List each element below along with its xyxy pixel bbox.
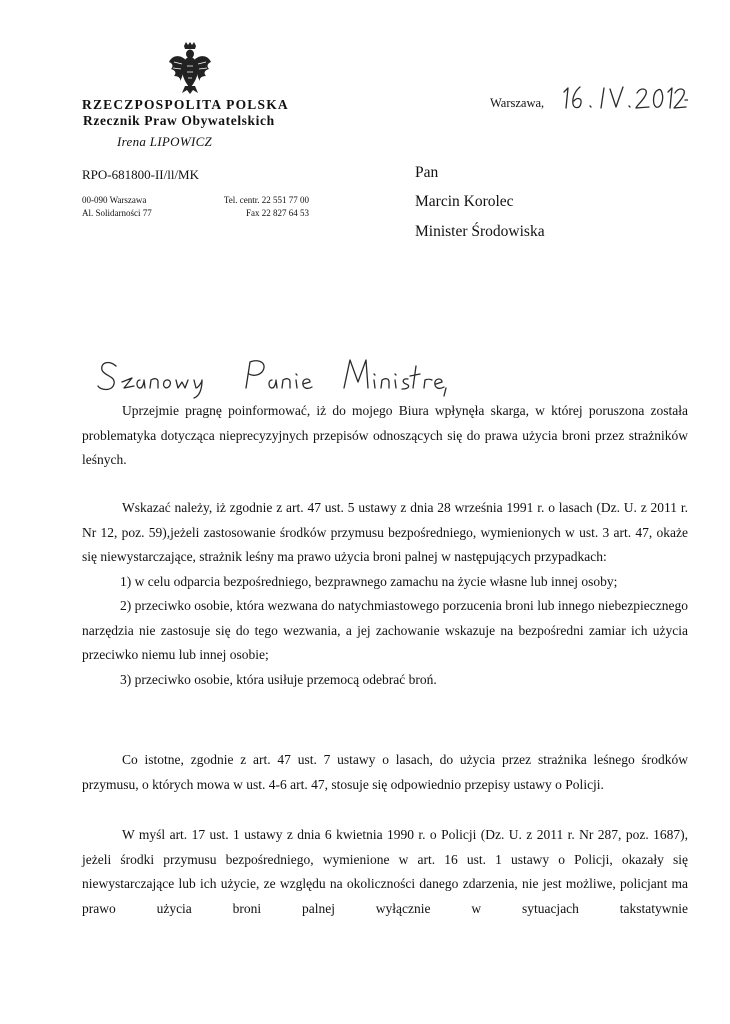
recipient-title: Pan (415, 164, 439, 181)
case-reference: RPO-681800-II/ll/MK (82, 167, 199, 182)
paragraph-police-act (82, 823, 688, 921)
paragraph-text: Uprzejmie pragnę poinformować, iż do mojego Biura wpłynęła skarga, w której poruszona została problematyka dotycząca nieprecyzyjnych przepisów odnoszących się do prawa użycia broni przez strażników leśnych. (82, 403, 688, 467)
sender-phone: Tel. centr. 22 551 77 00 (223, 195, 309, 205)
paragraph-text: W myśl art. 17 ust. 1 ustawy z dnia 6 kwietnia 1990 r. o Policji (Dz. U. z 2011 r. Nr 287, poz. 1687), jeżeli środki przymusu bezpośredniego, wymienione w art. 16 ust. 1 ustawy o Policji, okazały się niewystarczające lub ich użycie, ze względu na okoliczności danego zdarzenia, nie jest możliwe, policjant ma prawo użycia broni palnej wyłącznie w sytuacjach takstatywnie (82, 827, 688, 916)
recipient-position: Minister Środowiska (415, 223, 545, 240)
paragraph-text: Wskazać należy, iż zgodnie z art. 47 ust. 5 ustawy z dnia 28 września 1991 r. o lasach (Dz. U. z 2011 r. Nr 12, poz. 59),jeżeli zastosowanie środków przymusu bezpośredniego, wymienionych w ust. 3 art. 47, okaże się niewystarczające, strażnik leśny ma prawo użycia broni palnej w następujących przypadkach: (82, 500, 688, 564)
paragraph-complaint-intro (82, 399, 688, 473)
handwritten-date (560, 82, 688, 112)
list-item: 1) w celu odparcia bezpośredniego, bezprawnego zamachu na życie własne lub innej osoby; (120, 573, 618, 589)
list-item: 3) przeciwko osobie, która usiłuje przemocą odebrać broń. (120, 671, 437, 687)
sender-address-city: 00-090 Warszawa (82, 195, 147, 205)
sender-name: Irena LIPOWICZ (117, 134, 213, 149)
handwritten-salutation (96, 352, 448, 400)
letter-place: Warszawa, (490, 96, 545, 110)
paragraph-police-reference (82, 748, 688, 797)
institution-office: Rzecznik Praw Obywatelskich (83, 113, 275, 128)
paragraph-forest-act (82, 496, 688, 692)
paragraph-text: Co istotne, zgodnie z art. 47 ust. 7 ustawy o lasach, do użycia przez strażnika leśnego środków przymusu, o których mowa w ust. 4-6 art. 47, stosuje się odpowiednio przepisy ustawy o Policji. (82, 752, 688, 792)
list-item: 2) przeciwko osobie, która wezwana do natychmiastowego porzucenia broni lub innego niebezpiecznego narzędzia nie zastosuje się do tego wezwania, a jej zachowanie wskazuje na bezpośredni zamiar ich użycia przeciwko niemu lub innej osobie; (82, 598, 688, 662)
eagle-emblem-icon (168, 42, 212, 94)
recipient-name: Marcin Korolec (415, 193, 514, 210)
sender-address-street: Al. Solidarności 77 (82, 208, 152, 218)
institution-name: RZECZPOSPOLITA POLSKA (82, 97, 289, 112)
sender-fax: Fax 22 827 64 53 (246, 208, 309, 218)
